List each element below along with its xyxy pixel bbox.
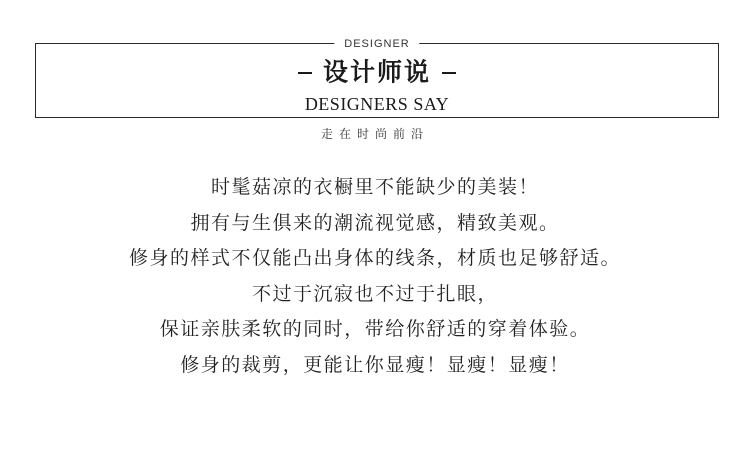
description-line: 保证亲肤柔软的同时，带给你舒适的穿着体验。 (159, 318, 591, 340)
description-line: 时髦菇凉的衣橱里不能缺少的美装！ (210, 176, 539, 198)
header-frame (35, 38, 719, 118)
title-row (36, 57, 718, 88)
description-line: 修身的裁剪，更能让你显瘦！显瘦！显瘦！ (180, 353, 570, 376)
description-line: 不过于沉寂也不过于扎眼， (251, 282, 498, 305)
title-dash-right (442, 72, 456, 74)
description-line: 修身的样式不仅能凸出身体的线条，材质也足够舒适。 (128, 247, 621, 269)
description-text (0, 170, 750, 383)
designer-tag: DESIGNER (334, 36, 419, 52)
page-subtitle: DESIGNERS SAY (304, 94, 450, 114)
tagline: 走在时尚前沿 (320, 127, 429, 141)
description-line: 拥有与生俱来的潮流视觉感，精致美观。 (190, 211, 560, 234)
title-dash-left (298, 72, 312, 74)
page-title: 设计师说 (322, 57, 431, 87)
